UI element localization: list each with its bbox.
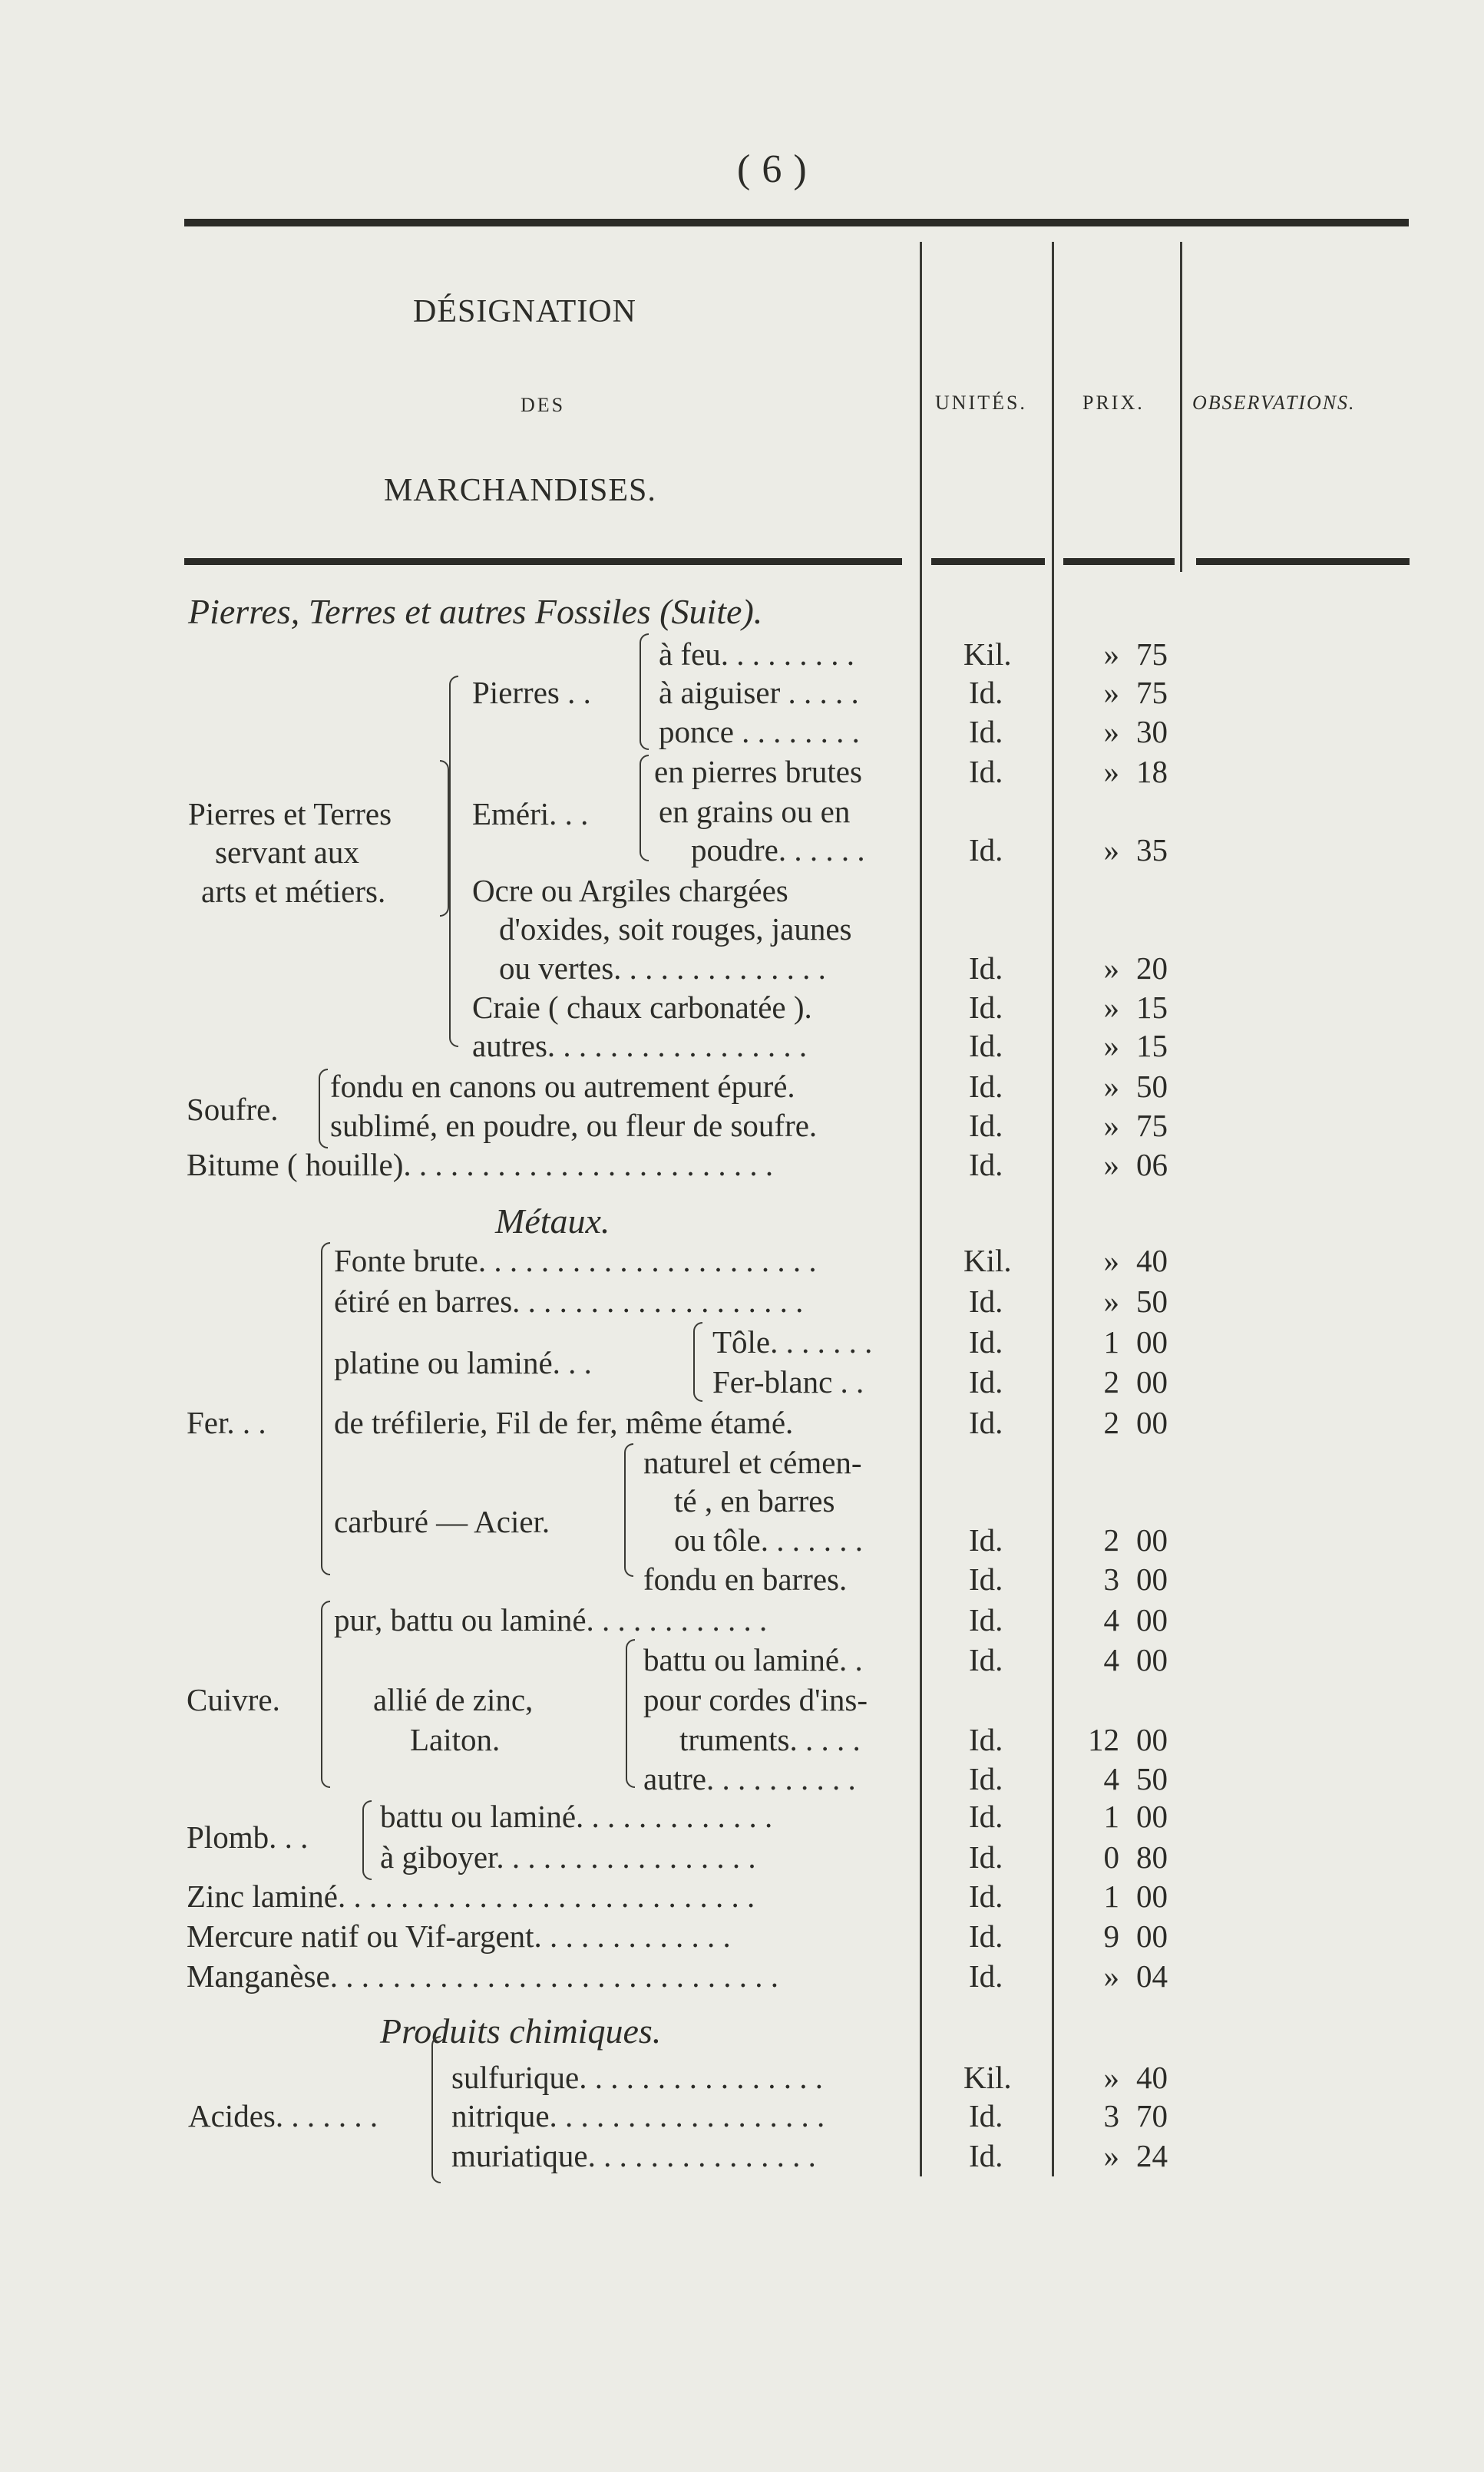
row-price-francs: 12 — [1088, 1722, 1119, 1757]
row-unit: Id. — [969, 950, 1003, 986]
brace-pierres-terres — [449, 676, 458, 1047]
row-price-centimes: 40 — [1136, 2060, 1168, 2095]
row-price-centimes: 50 — [1136, 1069, 1168, 1104]
row-unit: Id. — [969, 1918, 1003, 1954]
row-unit: Id. — [969, 1108, 1003, 1143]
row-price-francs: 2 — [1103, 1522, 1119, 1558]
row-price-centimes: 35 — [1136, 832, 1168, 868]
row-unit: Id. — [969, 1799, 1003, 1834]
row-unit: Id. — [969, 675, 1003, 710]
row-unit: Id. — [969, 1028, 1003, 1063]
row-price-francs: 1 — [1103, 1799, 1119, 1834]
row-unit: Id. — [969, 714, 1003, 749]
row-label: nitrique. . . . . . . . . . . . . . . . . . — [451, 2098, 825, 2133]
brace-emeri — [640, 755, 649, 861]
row-price-francs: » — [1103, 1147, 1119, 1182]
group-pierres-terres-2: servant aux — [215, 834, 359, 870]
column-line-prix — [1052, 242, 1054, 2176]
row-price-centimes: 00 — [1136, 1405, 1168, 1440]
row-price-francs: 9 — [1103, 1918, 1119, 1954]
row-label: Tôle. . . . . . . — [712, 1324, 873, 1360]
row-label: autres. . . . . . . . . . . . . . . . . — [472, 1028, 808, 1063]
row-label: muriatique. . . . . . . . . . . . . . . — [451, 2138, 816, 2173]
row-label: Fer-blanc . . — [712, 1364, 864, 1400]
brace-carbure — [624, 1443, 633, 1577]
row-price-francs: » — [1103, 636, 1119, 672]
row-label: Mercure natif ou Vif-argent. . . . . . . . . . . . . — [187, 1918, 731, 1954]
row-price-francs: » — [1103, 990, 1119, 1025]
row-label: à feu. . . . . . . . . — [659, 636, 855, 672]
page-number: ( 6 ) — [737, 147, 808, 191]
row-price-centimes: 75 — [1136, 675, 1168, 710]
row-price-centimes: 00 — [1136, 1918, 1168, 1954]
row-price-francs: » — [1103, 1243, 1119, 1278]
row-price-centimes: 00 — [1136, 1562, 1168, 1597]
group-pierres: Pierres . . — [472, 675, 591, 710]
row-unit: Id. — [969, 1761, 1003, 1796]
row-unit: Kil. — [963, 2060, 1012, 2095]
row-unit: Id. — [969, 1722, 1003, 1757]
row-unit: Id. — [969, 1958, 1003, 1994]
row-unit: Id. — [969, 2138, 1003, 2173]
row-unit: Id. — [969, 1147, 1003, 1182]
row-label: étiré en barres. . . . . . . . . . . . . . . . . . . — [334, 1284, 804, 1319]
brace-cuivre — [321, 1601, 330, 1788]
row-price-centimes: 75 — [1136, 636, 1168, 672]
row-label: en grains ou en — [659, 794, 851, 829]
row-label: ou vertes. . . . . . . . . . . . . . — [499, 950, 826, 986]
row-price-francs: » — [1103, 675, 1119, 710]
row-price-centimes: 80 — [1136, 1839, 1168, 1875]
row-price-centimes: 00 — [1136, 1602, 1168, 1638]
group-allie-2: Laiton. — [410, 1722, 501, 1757]
column-line-units — [920, 242, 922, 2176]
row-price-francs: » — [1103, 754, 1119, 789]
header-observations: OBSERVATIONS. — [1192, 392, 1356, 414]
row-price-centimes: 00 — [1136, 1364, 1168, 1400]
row-price-francs: 2 — [1103, 1405, 1119, 1440]
row-price-centimes: 50 — [1136, 1284, 1168, 1319]
header-des: DES — [521, 394, 566, 416]
brace-plomb — [362, 1800, 372, 1880]
brace-pierres — [640, 633, 649, 750]
row-price-francs: » — [1103, 832, 1119, 868]
row-unit: Id. — [969, 1562, 1003, 1597]
row-price-francs: » — [1103, 2060, 1119, 2095]
top-rule — [184, 219, 1409, 226]
group-emeri: Eméri. . . — [472, 796, 589, 831]
header-rule-prix — [1063, 558, 1175, 565]
row-unit: Id. — [969, 1602, 1003, 1638]
row-price-francs: » — [1103, 1284, 1119, 1319]
row-price-francs: » — [1103, 1108, 1119, 1143]
row-price-centimes: 00 — [1136, 1642, 1168, 1677]
row-label: de tréfilerie, Fil de fer, même étamé. — [334, 1405, 794, 1440]
brace-allie — [626, 1639, 635, 1788]
row-label: Fonte brute. . . . . . . . . . . . . . . . . . . . . . — [334, 1243, 817, 1278]
row-unit: Id. — [969, 1364, 1003, 1400]
section-title-metaux: Métaux. — [495, 1201, 610, 1241]
row-label: à giboyer. . . . . . . . . . . . . . . . . — [380, 1839, 756, 1875]
row-price-francs: 3 — [1103, 1562, 1119, 1597]
row-label: Ocre ou Argiles chargées — [472, 873, 788, 908]
row-price-centimes: 15 — [1136, 1028, 1168, 1063]
row-label: naturel et cémen- — [643, 1445, 862, 1480]
row-price-centimes: 00 — [1136, 1522, 1168, 1558]
row-price-centimes: 06 — [1136, 1147, 1168, 1182]
column-line-observations — [1180, 242, 1182, 572]
header-rule-observations — [1196, 558, 1410, 565]
header-designation: DÉSIGNATION — [413, 294, 636, 329]
row-label: d'oxides, soit rouges, jaunes — [499, 911, 852, 947]
brace-soufre — [319, 1069, 328, 1148]
row-label: battu ou laminé. . . . . . . . . . . . . — [380, 1799, 773, 1834]
group-pierres-terres-1: Pierres et Terres — [188, 796, 392, 831]
group-carbure: carburé — Acier. — [334, 1504, 550, 1539]
row-label: Craie ( chaux carbonatée ). — [472, 990, 812, 1025]
row-price-centimes: 24 — [1136, 2138, 1168, 2173]
row-label: pur, battu ou laminé. . . . . . . . . . . . — [334, 1602, 768, 1638]
row-price-centimes: 00 — [1136, 1879, 1168, 1914]
header-rule-designation — [184, 558, 902, 565]
row-price-francs: 4 — [1103, 1602, 1119, 1638]
header-unites: UNITÉS. — [935, 392, 1027, 414]
row-label: Manganèse. . . . . . . . . . . . . . . . . . . . . . . . . . . . . — [187, 1958, 778, 1994]
header-marchandises: MARCHANDISES. — [384, 473, 656, 508]
row-price-centimes: 40 — [1136, 1243, 1168, 1278]
row-price-centimes: 15 — [1136, 990, 1168, 1025]
row-unit: Id. — [969, 1284, 1003, 1319]
brace-fer — [321, 1242, 330, 1575]
group-pierres-terres-3: arts et métiers. — [201, 874, 386, 909]
group-platine: platine ou laminé. . . — [334, 1345, 592, 1380]
row-price-centimes: 30 — [1136, 714, 1168, 749]
row-unit: Kil. — [963, 636, 1012, 672]
group-soufre: Soufre. — [187, 1092, 279, 1127]
row-price-francs: » — [1103, 1069, 1119, 1104]
row-label: Bitume ( houille). . . . . . . . . . . . . . . . . . . . . . . . — [187, 1147, 774, 1182]
brace-pierres-terres-right — [440, 760, 449, 917]
row-label: sulfurique. . . . . . . . . . . . . . . . — [451, 2060, 823, 2095]
group-acides: Acides. . . . . . . — [188, 2098, 378, 2133]
row-unit: Id. — [969, 1069, 1003, 1104]
row-price-centimes: 04 — [1136, 1958, 1168, 1994]
row-unit: Kil. — [963, 1243, 1012, 1278]
row-price-centimes: 20 — [1136, 950, 1168, 986]
row-unit: Id. — [969, 1879, 1003, 1914]
row-label: truments. . . . . — [679, 1722, 861, 1757]
row-price-centimes: 00 — [1136, 1722, 1168, 1757]
group-fer: Fer. . . — [187, 1405, 266, 1440]
row-price-francs: 1 — [1103, 1879, 1119, 1914]
row-label: ponce . . . . . . . . — [659, 714, 860, 749]
row-label: Zinc laminé. . . . . . . . . . . . . . . . . . . . . . . . . . . — [187, 1879, 755, 1914]
row-unit: Id. — [969, 1839, 1003, 1875]
row-label: en pierres brutes — [654, 754, 862, 789]
row-price-francs: » — [1103, 1958, 1119, 1994]
row-unit: Id. — [969, 1522, 1003, 1558]
group-cuivre: Cuivre. — [187, 1682, 280, 1717]
row-label: fondu en canons ou autrement épuré. — [330, 1069, 795, 1104]
group-allie-1: allié de zinc, — [373, 1682, 534, 1717]
row-label: battu ou laminé. . — [643, 1642, 863, 1677]
row-unit: Id. — [969, 754, 1003, 789]
row-unit: Id. — [969, 1642, 1003, 1677]
row-price-francs: » — [1103, 2138, 1119, 2173]
group-plomb: Plomb. . . — [187, 1819, 309, 1855]
row-price-francs: 4 — [1103, 1761, 1119, 1796]
row-price-centimes: 00 — [1136, 1799, 1168, 1834]
row-price-francs: 3 — [1103, 2098, 1119, 2133]
header-prix: PRIX. — [1082, 392, 1145, 414]
row-label: té , en barres — [674, 1483, 835, 1519]
row-price-francs: » — [1103, 950, 1119, 986]
row-unit: Id. — [969, 990, 1003, 1025]
row-label: autre. . . . . . . . . . — [643, 1761, 856, 1796]
section-title-produits: Produits chimiques. — [380, 2011, 662, 2051]
row-price-francs: 1 — [1103, 1324, 1119, 1360]
row-label: fondu en barres. — [643, 1562, 848, 1597]
row-label: poudre. . . . . . — [691, 832, 865, 868]
row-price-francs: 2 — [1103, 1364, 1119, 1400]
row-label: pour cordes d'ins- — [643, 1682, 868, 1717]
row-price-francs: » — [1103, 714, 1119, 749]
row-price-centimes: 75 — [1136, 1108, 1168, 1143]
row-price-centimes: 70 — [1136, 2098, 1168, 2133]
row-price-centimes: 18 — [1136, 754, 1168, 789]
row-price-francs: 4 — [1103, 1642, 1119, 1677]
section-title-pierres: Pierres, Terres et autres Fossiles (Suite). — [188, 592, 763, 631]
row-label: à aiguiser . . . . . — [659, 675, 859, 710]
row-price-centimes: 50 — [1136, 1761, 1168, 1796]
brace-platine — [693, 1322, 702, 1402]
row-unit: Id. — [969, 2098, 1003, 2133]
row-unit: Id. — [969, 1405, 1003, 1440]
brace-acides — [431, 2036, 441, 2183]
row-unit: Id. — [969, 1324, 1003, 1360]
header-rule-units — [931, 558, 1045, 565]
row-unit: Id. — [969, 832, 1003, 868]
row-price-francs: 0 — [1103, 1839, 1119, 1875]
row-label: sublimé, en poudre, ou fleur de soufre. — [330, 1108, 818, 1143]
row-label: ou tôle. . . . . . . — [674, 1522, 863, 1558]
row-price-centimes: 00 — [1136, 1324, 1168, 1360]
row-price-francs: » — [1103, 1028, 1119, 1063]
